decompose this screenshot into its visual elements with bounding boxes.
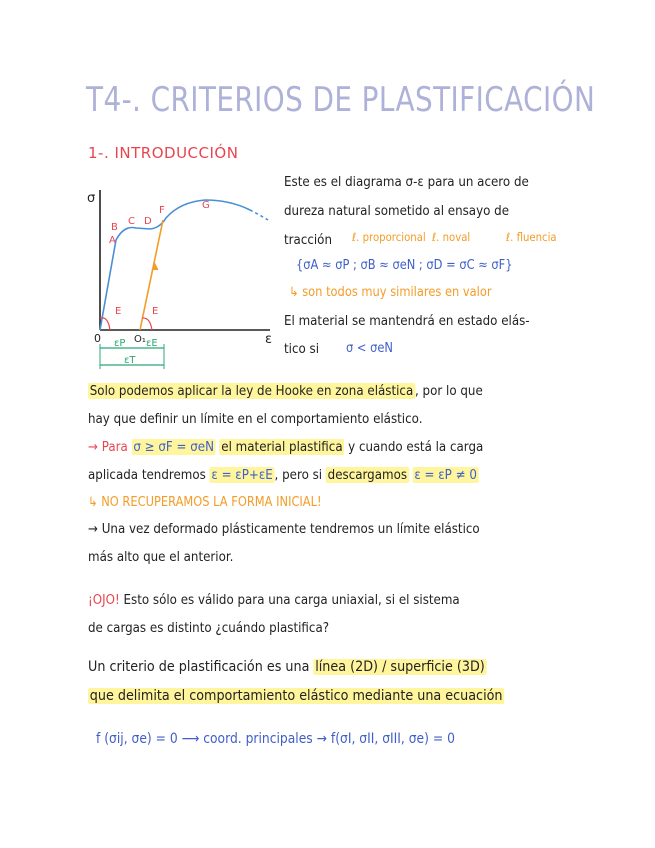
note-proporcional: ℓ. proporcional — [352, 230, 426, 244]
para-formula: σ ≥ σF = σeN — [133, 439, 214, 455]
criterio-highlight: línea (2D) / superficie (3D) — [315, 659, 485, 675]
criterio-line-2 — [88, 688, 504, 704]
angle-arc-2 — [142, 318, 152, 330]
criterio-line — [88, 659, 487, 675]
point-c-label: C — [128, 216, 135, 227]
hooke-rest: , por lo que — [415, 383, 483, 399]
ojo-label: ¡OJO! — [88, 592, 120, 608]
modulus-label-1: E — [115, 306, 122, 317]
intro-line-1: Este es el diagrama σ-ε para un acero de — [284, 174, 529, 190]
point-a-label: A — [109, 235, 116, 246]
ojo-rest: Esto sólo es válido para una carga uniaxial, si el sistema — [123, 592, 460, 608]
criterio-a: Un criterio de plastificación es una — [88, 659, 310, 675]
intro-line-4: El material se mantendrá en estado elás- — [284, 313, 530, 329]
deformed-text-1: → Una vez deformado plásticamente tendremos un límite elástico — [88, 521, 480, 537]
aplicada-a: aplicada tendremos — [88, 467, 206, 483]
point-o1-label: O₁ — [134, 334, 146, 345]
intro-line-3: tracción — [284, 232, 332, 248]
origin-label: 0 — [94, 332, 101, 345]
limit-line: hay que definir un límite en el comportamiento elástico. — [88, 411, 423, 427]
point-b-label: B — [111, 222, 118, 233]
aplicada-formula-1: ε = εP+εE — [211, 467, 273, 483]
intro-line-2: dureza natural sometido al ensayo de — [284, 203, 510, 219]
aplicada-formula-2: ε = εP ≠ 0 — [414, 467, 477, 483]
point-g-label: G — [202, 200, 210, 211]
page-title: T4-. CRITERIOS DE PLASTIFICACIÓN — [86, 80, 596, 120]
aplicada-b: , pero si — [274, 467, 323, 483]
formula-f: f (σij, σe) = 0 — [96, 731, 178, 747]
eps-p-label: εP — [114, 338, 126, 349]
relations-formula: {σA ≈ σP ; σB ≈ σeN ; σD = σC ≈ σF} — [296, 258, 513, 273]
aplicada-line — [88, 467, 479, 483]
axis-sigma-label: σ — [87, 191, 96, 206]
eps-t-label: εT — [124, 355, 136, 366]
modulus-label-2: E — [152, 306, 159, 317]
para-line — [88, 439, 483, 455]
note-fluencia: ℓ. fluencia — [506, 230, 557, 244]
formula-arrow: ⟶ — [181, 731, 200, 747]
elastic-condition: σ < σeN — [346, 341, 393, 356]
formula-final: f(σI, σII, σIII, σe) = 0 — [330, 731, 455, 747]
ojo-line-2: de cargas es distinto ¿cuándo plastifica? — [88, 620, 330, 636]
stress-strain-diagram — [80, 180, 280, 380]
no-recover-note: ↳ NO RECUPERAMOS LA FORMA INICIAL! — [88, 495, 322, 510]
formula-line — [96, 731, 455, 747]
intro-line-5a: tico si — [284, 341, 320, 357]
para-prefix: → Para — [88, 439, 128, 455]
note-noval: ℓ. noval — [432, 230, 471, 244]
formula-coord: coord. principales — [203, 731, 313, 747]
hooke-line — [88, 383, 483, 399]
deformed-line-1 — [88, 521, 480, 537]
axis-eps-label: ε — [265, 332, 273, 347]
stress-curve — [100, 200, 250, 330]
para-rest: y cuando está la carga — [348, 439, 484, 455]
deformed-line-2: más alto que el anterior. — [88, 549, 234, 565]
para-highlight: el material plastifica — [221, 439, 343, 455]
hooke-highlight: Solo podemos aplicar la ley de Hooke en zona elástica — [89, 383, 414, 399]
aplicada-highlight: descargamos — [327, 467, 408, 483]
eps-e-label: εE — [146, 338, 158, 349]
criterio-text-2: que delimita el comportamiento elástico mediante una ecuación — [89, 688, 503, 704]
section-heading: 1-. INTRODUCCIÓN — [88, 144, 239, 162]
point-d-label: D — [144, 216, 152, 227]
similar-note: ↳ son todos muy similares en valor — [289, 285, 492, 300]
ojo-line — [88, 592, 460, 608]
formula-arrow-2: → — [316, 731, 327, 747]
stress-curve-dashed — [250, 210, 268, 220]
point-f-label: F — [159, 205, 165, 216]
